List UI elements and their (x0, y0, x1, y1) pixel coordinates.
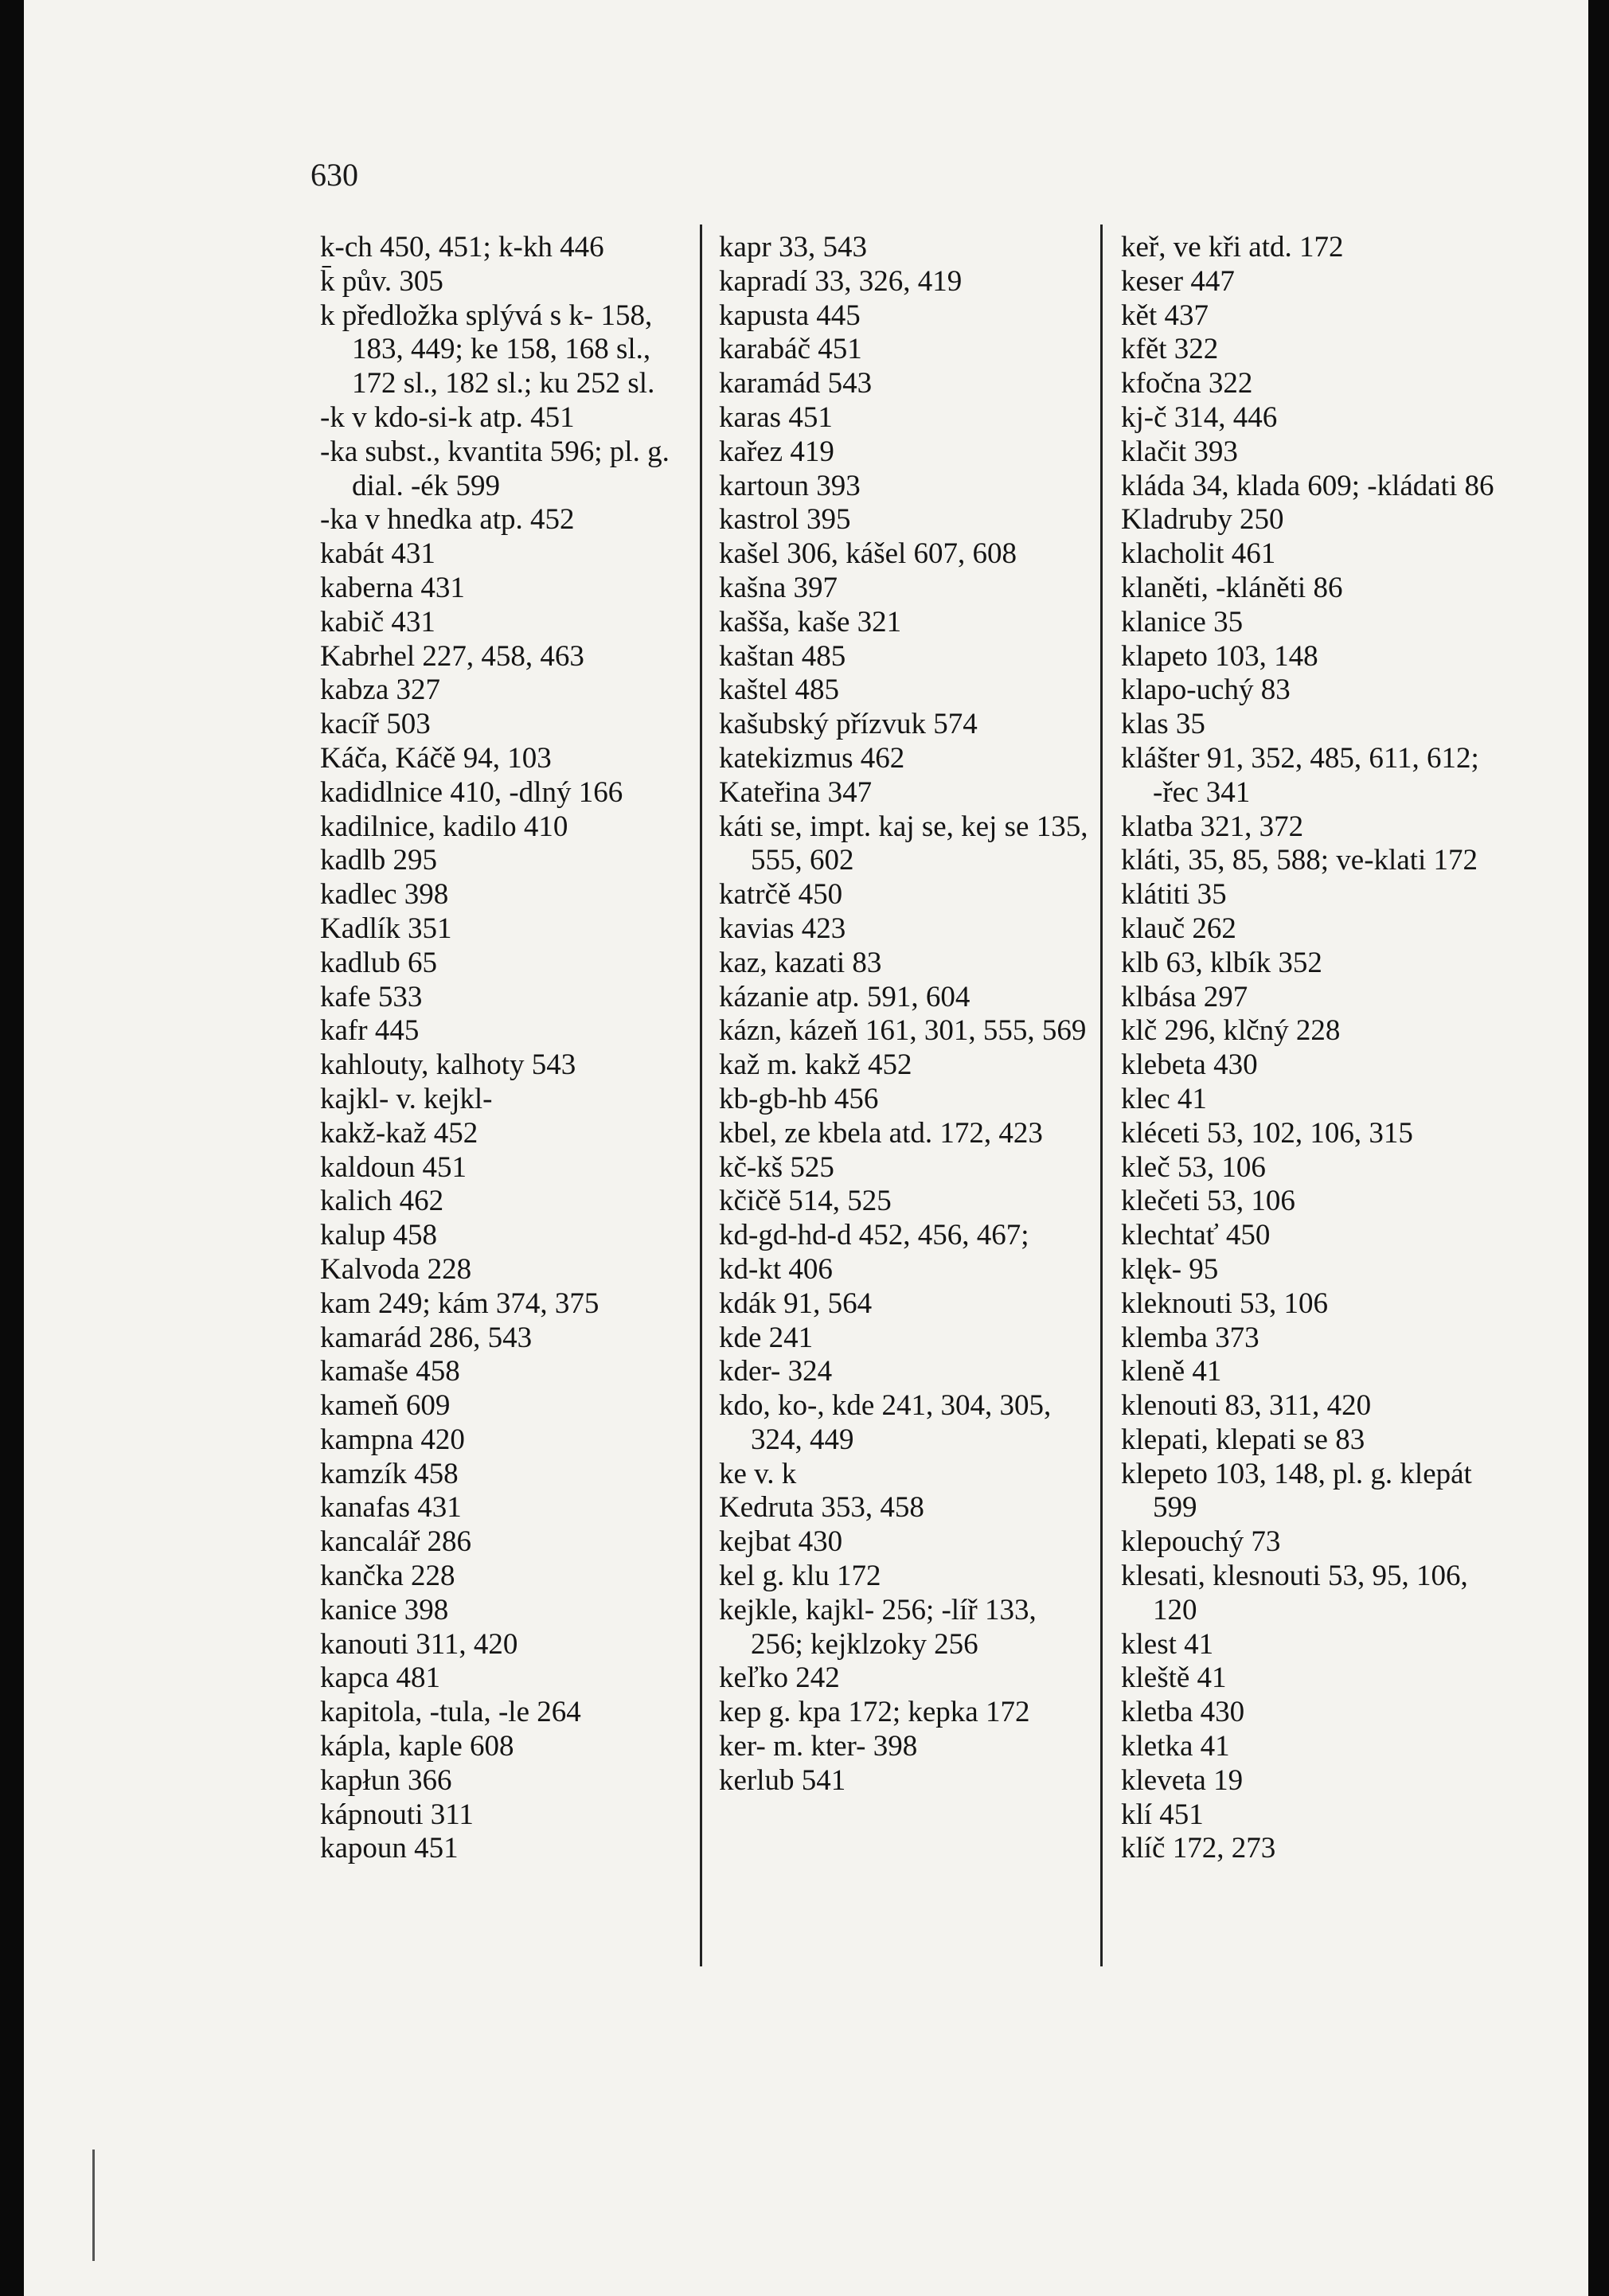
index-entry: kapitola, -tula, -le 264 (320, 1696, 581, 1729)
index-entry: kameň 609 (320, 1389, 451, 1423)
index-entry: kalich 462 (320, 1185, 444, 1218)
index-entry: klaněti, -kláněti 86 (1121, 571, 1343, 604)
index-entry: kaštan 485 (719, 639, 846, 673)
index-entry: kančka 228 (320, 1560, 455, 1593)
index-entry: kápnouti 311 (320, 1798, 474, 1831)
index-entry: kartoun 393 (719, 469, 861, 502)
index-entry: kapłun 366 (320, 1763, 452, 1797)
index-entry: klechtať 450 (1121, 1219, 1271, 1252)
index-entry: kázn, kázeň 161, 301, 555, 569 (719, 1014, 1087, 1048)
index-entry: kancalář 286 (320, 1525, 472, 1559)
index-entry: kaberna 431 (320, 571, 465, 604)
index-entry: katekizmus 462 (719, 741, 905, 775)
index-entry: Kedruta 353, 458 (719, 1491, 924, 1525)
index-entry: kd-kt 406 (719, 1252, 833, 1286)
index-entry: kápla, kaple 608 (320, 1730, 514, 1763)
index-entry: kajkl- v. kejkl- (320, 1082, 493, 1115)
index-entry: kapr 33, 543 (719, 231, 867, 264)
index-entry: Kadlík 351 (320, 912, 452, 945)
index-entry: kletba 430 (1121, 1696, 1245, 1729)
index-entry: kleknouti 53, 106 (1121, 1287, 1329, 1320)
index-entry: klíč 172, 273 (1121, 1832, 1276, 1865)
index-entry: klacholit 461 (1121, 537, 1276, 571)
index-entry: kadlec 398 (320, 878, 449, 912)
index-entry: klb 63, klbík 352 (1121, 946, 1322, 979)
index-entry: -ka v hnedka atp. 452 (320, 503, 575, 537)
page-number: 630 (310, 157, 358, 193)
index-entry: kabza 327 (320, 674, 441, 707)
index-entry: kejkle, kajkl- 256; -líř 133, 256; kejklzoky 256 (719, 1593, 1037, 1661)
index-column-3 (1091, 231, 1497, 1866)
index-entry: klatba 321, 372 (1121, 810, 1304, 843)
index-entry: klbása 297 (1121, 980, 1248, 1013)
index-entry: karamád 543 (719, 367, 873, 400)
index-entry: klest 41 (1121, 1627, 1214, 1661)
index-entry: kam 249; kám 374, 375 (320, 1287, 599, 1320)
index-entry: kět 437 (1121, 299, 1209, 332)
index-entry: -k v kdo-si-k atp. 451 (320, 400, 575, 434)
index-entry: kařez 419 (719, 435, 834, 468)
index-entry: kerlub 541 (719, 1763, 846, 1797)
index-entry: kašna 397 (719, 571, 838, 604)
index-entry: kdák 91, 564 (719, 1287, 873, 1320)
index-entry: klec 41 (1121, 1082, 1207, 1115)
index-entry: kašša, kaše 321 (719, 605, 902, 638)
scan-artifact-line (92, 2150, 95, 2261)
index-entry: kacíř 503 (320, 708, 431, 741)
index-entry: kd-gd-hd-d 452, 456, 467; (719, 1219, 1029, 1252)
index-entry: kdo, ko-, kde 241, 304, 305, 324, 449 (719, 1389, 1052, 1456)
index-entry: kadlb 295 (320, 844, 437, 877)
index-entry: klášter 91, 352, 485, 611, 612; -řec 341 (1121, 741, 1479, 809)
index-entry: kamaše 458 (320, 1355, 460, 1388)
index-entry: kfět 322 (1121, 333, 1219, 366)
index-entry: kabič 431 (320, 605, 435, 638)
index-entry: klemba 373 (1121, 1321, 1259, 1354)
index-entry: kbel, ze kbela atd. 172, 423 (719, 1116, 1043, 1150)
index-entry: kamzík 458 (320, 1457, 459, 1490)
index-entry: karas 451 (719, 400, 833, 434)
scan-border-right (1588, 0, 1609, 2296)
index-entry: klí 451 (1121, 1798, 1204, 1831)
index-column-1 (287, 231, 689, 1866)
index-entry: kláti, 35, 85, 588; ve-klati 172 (1121, 844, 1478, 877)
dictionary-index-page (24, 0, 1588, 2296)
index-entry: klepati, klepati se 83 (1121, 1423, 1365, 1456)
index-entry: kanouti 311, 420 (320, 1627, 518, 1661)
index-entry: kaž m. kakž 452 (719, 1048, 912, 1082)
index-entry: kaldoun 451 (320, 1150, 467, 1184)
index-entry: kahlouty, kalhoty 543 (320, 1048, 576, 1082)
index-entry: kapusta 445 (719, 299, 861, 332)
index-entry: kapca 481 (320, 1661, 441, 1695)
index-entry: ker- m. kter- 398 (719, 1730, 918, 1763)
index-entry: klapeto 103, 148 (1121, 639, 1318, 673)
index-entry: kléceti 53, 102, 106, 315 (1121, 1116, 1413, 1150)
index-entry: kázanie atp. 591, 604 (719, 980, 970, 1013)
index-entry: kel g. klu 172 (719, 1560, 881, 1593)
index-entry: kleně 41 (1121, 1355, 1222, 1388)
index-entry: kč-kš 525 (719, 1150, 834, 1184)
index-entry: klęk- 95 (1121, 1252, 1219, 1286)
index-entry: kder- 324 (719, 1355, 833, 1388)
scan-border-left (0, 0, 24, 2296)
index-entry: klauč 262 (1121, 912, 1236, 945)
index-entry: kj-č 314, 446 (1121, 400, 1278, 434)
index-entry: kavias 423 (719, 912, 846, 945)
index-entry: keř, ve kři atd. 172 (1121, 231, 1344, 264)
index-entry: klč 296, klčný 228 (1121, 1014, 1341, 1048)
index-entry: Kalvoda 228 (320, 1252, 472, 1286)
index-entry: Kladruby 250 (1121, 503, 1284, 537)
index-entry: kakž-kaž 452 (320, 1116, 478, 1150)
index-entry: kb-gb-hb 456 (719, 1082, 879, 1115)
index-entry: kadilnice, kadilo 410 (320, 810, 568, 843)
index-entry: kleště 41 (1121, 1661, 1227, 1695)
index-entry: kaštel 485 (719, 674, 840, 707)
index-entry: karabáč 451 (719, 333, 862, 366)
index-entry: kampna 420 (320, 1423, 465, 1456)
index-entry: kašel 306, kášel 607, 608 (719, 537, 1017, 571)
index-column-2 (689, 231, 1091, 1798)
index-entry: kaz, kazati 83 (719, 946, 882, 979)
index-entry: klas 35 (1121, 708, 1205, 741)
index-entry: kamarád 286, 543 (320, 1321, 533, 1354)
index-entry: kafe 533 (320, 980, 423, 1013)
index-entry: keľko 242 (719, 1661, 840, 1695)
index-entry: kláda 34, klada 609; -kládati 86 (1121, 469, 1494, 502)
index-entry: klátiti 35 (1121, 878, 1227, 912)
index-entry: kafr 445 (320, 1014, 420, 1048)
index-entry: kčičě 514, 525 (719, 1185, 892, 1218)
index-entry: -ka subst., kvantita 596; pl. g. dial. -ék 599 (320, 435, 670, 502)
index-entry: klepouchý 73 (1121, 1525, 1281, 1559)
index-entry: k předložka splývá s k- 158, 183, 449; ke 158, 168 sl., 172 sl., 182 sl.; ku 252 sl. (320, 299, 655, 400)
index-entry: kadidlnice 410, -dlný 166 (320, 775, 623, 809)
index-entry: kep g. kpa 172; kepka 172 (719, 1696, 1030, 1729)
index-entry: kastrol 395 (719, 503, 851, 537)
index-entry: kapoun 451 (320, 1832, 459, 1865)
index-entry: káti se, impt. kaj se, kej se 135, 555, 602 (719, 810, 1088, 877)
index-entry: keser 447 (1121, 264, 1235, 298)
index-columns (287, 231, 1592, 1982)
index-entry: k-ch 450, 451; k-kh 446 (320, 231, 604, 264)
index-entry: ke v. k (719, 1457, 797, 1490)
index-entry: Káča, Káčě 94, 103 (320, 741, 552, 775)
index-entry: Kabrhel 227, 458, 463 (320, 639, 584, 673)
index-entry: kalup 458 (320, 1219, 437, 1252)
index-entry: klačit 393 (1121, 435, 1238, 468)
index-entry: katrčě 450 (719, 878, 843, 912)
index-entry: klepeto 103, 148, pl. g. klepát 599 (1121, 1457, 1472, 1525)
index-entry: kejbat 430 (719, 1525, 843, 1559)
index-entry: klesati, klesnouti 53, 95, 106, 120 (1121, 1560, 1468, 1626)
index-entry: klenouti 83, 311, 420 (1121, 1389, 1372, 1423)
index-entry: kabát 431 (320, 537, 435, 571)
index-entry: kleč 53, 106 (1121, 1150, 1266, 1184)
index-entry: klanice 35 (1121, 605, 1244, 638)
index-entry: k̄ pův. 305 (320, 264, 443, 298)
index-entry: kfočna 322 (1121, 367, 1253, 400)
index-entry: kleveta 19 (1121, 1763, 1244, 1797)
index-entry: kapradí 33, 326, 419 (719, 264, 963, 298)
index-entry: kletka 41 (1121, 1730, 1230, 1763)
index-entry: klebeta 430 (1121, 1048, 1258, 1082)
index-entry: kde 241 (719, 1321, 814, 1354)
index-entry: klečeti 53, 106 (1121, 1185, 1295, 1218)
index-entry: Kateřina 347 (719, 775, 873, 809)
index-entry: kašubský přízvuk 574 (719, 708, 978, 741)
index-entry: klapo-uchý 83 (1121, 674, 1291, 707)
index-entry: kadlub 65 (320, 946, 437, 979)
index-entry: kanafas 431 (320, 1491, 462, 1525)
index-entry: kanice 398 (320, 1593, 449, 1626)
